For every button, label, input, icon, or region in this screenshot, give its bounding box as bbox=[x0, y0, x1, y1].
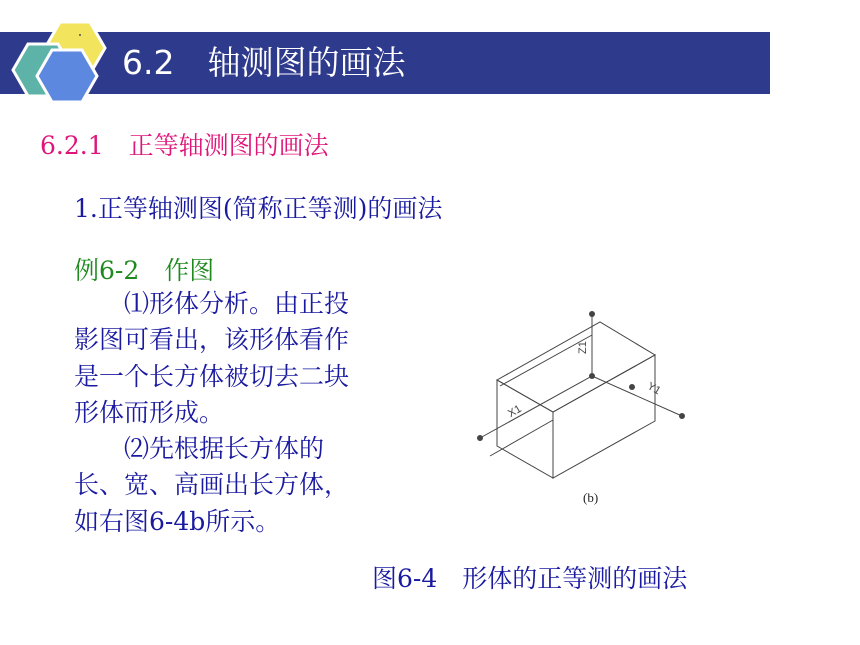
box-top-face bbox=[497, 322, 655, 412]
base-line bbox=[490, 420, 553, 456]
page-title: 6.2 轴测图的画法 bbox=[122, 43, 406, 82]
axis-point bbox=[477, 435, 483, 441]
example-label: 例6-2 作图 bbox=[74, 256, 215, 285]
figure-caption: 图6-4 形体的正等测的画法 bbox=[372, 564, 688, 593]
y-axis-line bbox=[592, 376, 682, 416]
isometric-box-figure bbox=[460, 300, 700, 520]
hexagon-logo-icon bbox=[10, 18, 110, 108]
axis-label-y: Y1 bbox=[645, 380, 663, 398]
axis-label-x: X1 bbox=[506, 402, 524, 421]
axis-point bbox=[589, 311, 595, 317]
box-front-face bbox=[497, 380, 553, 478]
subsection-heading: 1.正等轴测图(简称正等测)的画法 bbox=[74, 194, 443, 223]
box-right-face bbox=[553, 355, 655, 478]
axis-point bbox=[589, 373, 595, 379]
figure-sublabel: (b) bbox=[583, 490, 599, 505]
example-body bbox=[74, 286, 366, 540]
axis-label-z: Z1 bbox=[577, 341, 589, 354]
section-heading: 6.2.1 正等轴测图的画法 bbox=[40, 131, 329, 160]
axis-point bbox=[629, 384, 635, 390]
hexagon-blue bbox=[37, 50, 97, 102]
axis-point bbox=[679, 413, 685, 419]
paragraph-drawing-step: ⑵先根据长方体的长、宽、高画出长方体，如右图6-4b所示。 bbox=[74, 434, 350, 536]
paragraph-analysis: ⑴形体分析。由正投影图可看出，该形体看作是一个长方体被切去二块形体而形成。 bbox=[74, 289, 350, 427]
